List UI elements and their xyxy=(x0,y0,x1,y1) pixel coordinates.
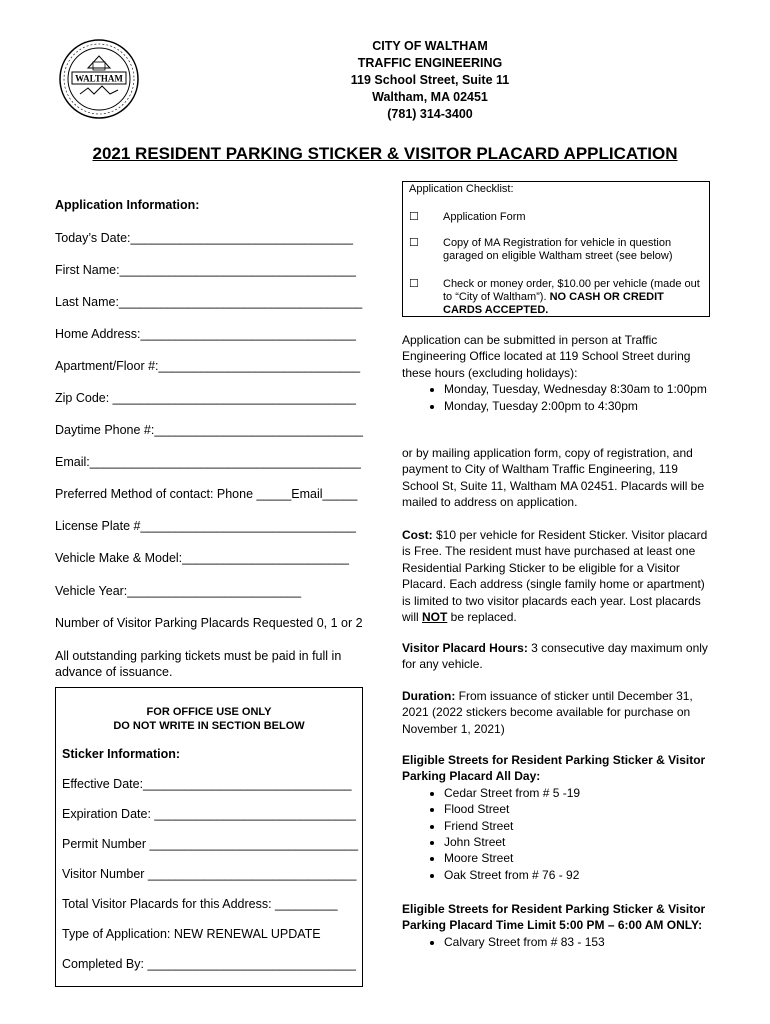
office-subheading: DO NOT WRITE IN SECTION BELOW xyxy=(113,720,305,732)
license-plate-field[interactable]: License Plate #_______________________________ xyxy=(55,519,356,533)
duration-info: Duration: From issuance of sticker until December 31, 2021 (2022 stickers become available for purchase on November 1, 2021) xyxy=(402,689,693,736)
street-item: • Moore Street xyxy=(444,850,714,866)
effective-date-field[interactable]: Effective Date:______________________________ xyxy=(62,777,352,791)
office-use-section xyxy=(55,687,363,987)
email-field[interactable]: Email:_______________________________________ xyxy=(55,455,361,469)
visitor-hours-info: Visitor Placard Hours: 3 consecutive day maximum only for any vehicle. xyxy=(402,641,708,672)
contact-method-field[interactable]: Preferred Method of contact: Phone _____Email_____ xyxy=(55,487,358,501)
application-type-field[interactable]: Type of Application: NEW RENEWAL UPDATE xyxy=(62,927,321,941)
allday-streets-section xyxy=(402,752,714,883)
street-item: • Calvary Street from # 83 - 153 xyxy=(444,934,714,950)
checkbox-icon[interactable]: ☐ xyxy=(409,278,419,290)
checklist-item-text: Check or money order, $10.00 per vehicle (made out to “City of Waltham”). NO CASH OR CREDIT CARDS ACCEPTED. xyxy=(443,278,700,316)
checkbox-icon[interactable]: ☐ xyxy=(409,211,419,223)
header-line: Waltham, MA 02451 xyxy=(372,90,488,104)
mail-info: or by mailing application form, copy of registration, and payment to City of Waltham Traffic Engineering, 119 School St, Suite 11, Waltham MA 02451. Placards will be mailed to address on application. xyxy=(402,446,705,510)
svg-text:WALTHAM: WALTHAM xyxy=(75,73,123,84)
tickets-note: All outstanding parking tickets must be paid in full in advance of issuance. xyxy=(55,649,342,679)
street-item: • Friend Street xyxy=(444,818,714,834)
hours-item: • Monday, Tuesday 2:00pm to 4:30pm xyxy=(444,398,714,414)
hours-item: • Monday, Tuesday, Wednesday 8:30am to 1:00pm xyxy=(444,381,714,397)
office-header xyxy=(250,38,610,123)
time-limit-heading: Eligible Streets for Resident Parking Sticker & Visitor Parking Placard Time Limit 5:00 PM – 6:00 AM ONLY: xyxy=(402,902,706,933)
last-name-field[interactable]: Last Name:___________________________________ xyxy=(55,295,363,309)
visitor-number-field[interactable]: Visitor Number ______________________________ xyxy=(62,867,357,881)
zip-code-field[interactable]: Zip Code: ___________________________________ xyxy=(55,391,356,405)
office-heading: FOR OFFICE USE ONLY xyxy=(146,706,272,718)
header-line: TRAFFIC ENGINEERING xyxy=(357,56,503,70)
street-item: • Cedar Street from # 5 -19 xyxy=(444,785,714,801)
apartment-floor-field[interactable]: Apartment/Floor #:_____________________________ xyxy=(55,359,361,373)
city-seal-logo xyxy=(58,38,140,120)
page-title: 2021 RESIDENT PARKING STICKER & VISITOR PLACARD APPLICATION xyxy=(92,144,678,163)
checklist-item-text: Application Form xyxy=(443,211,526,223)
header-line: 119 School Street, Suite 11 xyxy=(350,73,510,87)
completed-by-field[interactable]: Completed By: ______________________________ xyxy=(62,957,357,971)
street-item: • John Street xyxy=(444,834,714,850)
checkbox-icon[interactable]: ☐ xyxy=(409,237,419,249)
todays-date-field[interactable]: Today’s Date:________________________________ xyxy=(55,231,353,245)
street-item: • Oak Street from # 76 - 92 xyxy=(444,867,714,883)
daytime-phone-field[interactable]: Daytime Phone #:______________________________ xyxy=(55,423,363,437)
checklist-item-text: Copy of MA Registration for vehicle in question garaged on eligible Waltham street (see below) xyxy=(443,237,673,262)
application-heading: Application Information: xyxy=(55,198,200,212)
street-item: • Flood Street xyxy=(444,801,714,817)
in-person-text: Application can be submitted in person at Traffic Engineering Office located at 119 School Street during these hours (excluding holidays): xyxy=(402,333,691,380)
cost-info: Cost: $10 per vehicle for Resident Sticker. Visitor placard is Free. The resident must have purchased at least one Residential Parking Sticker to be eligible for a Visitor Placard. Each address (single family home or apartment) is limited to two visitor placards each year. Lost placards will NOT be replaced. xyxy=(402,528,708,625)
home-address-field[interactable]: Home Address:_______________________________ xyxy=(55,327,356,341)
permit-number-field[interactable]: Permit Number ______________________________ xyxy=(62,837,359,851)
vehicle-make-model-field[interactable]: Vehicle Make & Model:________________________ xyxy=(55,551,349,565)
header-line: (781) 314-3400 xyxy=(387,107,473,121)
application-checklist xyxy=(402,181,710,317)
in-person-info xyxy=(402,332,714,414)
sticker-info-heading: Sticker Information: xyxy=(62,747,181,761)
first-name-field[interactable]: First Name:__________________________________ xyxy=(55,263,356,277)
total-placards-field[interactable]: Total Visitor Placards for this Address: _________ xyxy=(62,897,338,911)
visitor-placards-requested-field[interactable]: Number of Visitor Parking Placards Requested 0, 1 or 2 xyxy=(55,616,363,630)
vehicle-year-field[interactable]: Vehicle Year:_________________________ xyxy=(55,584,302,598)
checklist-heading: Application Checklist: xyxy=(409,183,514,195)
time-limit-streets-section xyxy=(402,901,714,950)
expiration-date-field[interactable]: Expiration Date: _____________________________ xyxy=(62,807,357,821)
header-line: CITY OF WALTHAM xyxy=(372,39,488,53)
allday-heading: Eligible Streets for Resident Parking Sticker & Visitor Parking Placard All Day: xyxy=(402,753,706,784)
